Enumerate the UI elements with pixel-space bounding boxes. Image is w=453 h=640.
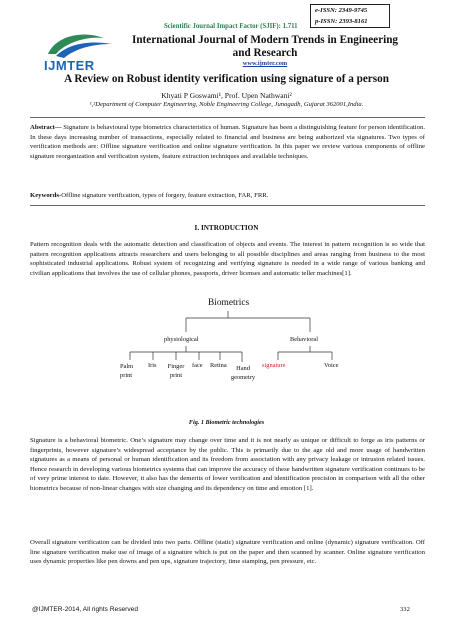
paper-affiliation: ¹,²Department of Computer Engineering, Noble Engineering College, Junagadh, Gujarat 362001,India. (89, 101, 364, 108)
abstract-label: Abstract— (30, 124, 62, 131)
logo-text: IJMTER (44, 58, 95, 73)
keywords-label: Keywords- (30, 192, 62, 199)
tree-leaf-finger-print: Finger print (167, 363, 185, 379)
journal-title (120, 34, 410, 59)
journal-url-link[interactable]: www.ijmter.com (242, 60, 288, 67)
pissn: p-ISSN: 2393-8161 (315, 18, 368, 25)
tree-leaf-voice: Voice (324, 362, 339, 369)
tree-leaf-palm-print: Palm print (120, 363, 134, 379)
tree-physiological: physiological (164, 336, 199, 343)
section-heading-introduction: I. INTRODUCTION (194, 224, 259, 232)
figure-caption: Fig. 1 Biometric technologies (188, 419, 265, 426)
abstract-divider (30, 205, 425, 206)
intro-paragraph-3: Overall signature verification can be divided into two parts. Offline (static) signature verification and online (dynamic) signature verification. Off line signature verification make use of image of a signature which is put on the paper and then scanned by scanner. Online signature verification uses dynamic properties like pen downs and pen ups, signature trajectory, time stamping, pen pressure, etc. (30, 539, 425, 566)
tree-root: Biometrics (208, 298, 250, 308)
tree-leaf-iris: Iris (148, 362, 157, 369)
journal-title-line2: and Research (232, 46, 298, 59)
intro-paragraph-2: Signature is a behavioral biometric. One’s signature may change over time and it is not nearly as unique or difficult to forge as iris patterns or fingerprints, however signature’s widespread acceptance by the public. This is primarily due to the age old and more usage of handwritten signatures as a means of personal or human identification and its freedom from association with any privacy leakage or intrusion related issues. Hence research in developing various biometrics systems that can improve the accuracy of these handwritten signature verification continues to be of very prime interest to date. However, it also has the demerits of lower verification and identification precision in comparison with all the other biometrics because of non-linear changes with size changing and its dependency on time and emotion [1]. (30, 437, 425, 492)
abstract-text: Signature is behavioural type biometrics characteristics of human. Signature has been a distinguishing feature for person identification. In these days increasing number of transactions, especially related to financial and business are being authorized via signatures. Two types of verification methods are: Offline signature verification and online signature verification. In this paper we review various components of offline signature reorganization and verification system, feature extraction techniques and available techniques. (30, 124, 425, 160)
tree-behavioral: Behavioral (290, 336, 319, 343)
paper-title: A Review on Robust identity verification using signature of a person (64, 73, 389, 85)
header-divider (30, 117, 425, 118)
page-number: 332 (400, 606, 410, 613)
intro-paragraph-1: Pattern recognition deals with the automatic detection and classification of objects and events. The interest in pattern recognition is so wide that pattern recognition applications attracts researchers and users belonging to all possible disciplines and areas ranging from business to the most sophisticated industrial applications. Robust system of recognizing and verifying signature is needed in a wide range of various banking and civilian applications that involves the use of cellular phones, passports, driver licenses and automatic teller machines[1]. (30, 241, 425, 277)
keywords (30, 191, 425, 201)
tree-leaf-face: face (192, 362, 203, 369)
keywords-text: Offline signature verification, types of forgery, feature extraction, FAR, FRR. (61, 192, 269, 199)
footer-copyright: @IJMTER-2014, All rights Reserved (32, 606, 139, 613)
journal-title-line1: International Journal of Modern Trends in Engineering (131, 34, 399, 46)
tree-connectors (100, 296, 360, 408)
sjif-line: Scientific Journal Impact Factor (SJIF): 1.711 (164, 23, 298, 30)
eissn: e-ISSN: 2349-9745 (315, 7, 368, 14)
biometrics-tree-figure (100, 296, 360, 408)
issn-box (310, 4, 390, 28)
tree-leaf-retina: Retina (210, 362, 227, 369)
tree-leaf-hand-geometry: Hand geometry (230, 365, 256, 381)
paper-authors: Khyati P Goswami¹, Prof. Upen Nathwani² (161, 91, 292, 100)
abstract (30, 123, 425, 161)
tree-leaf-signature: signature (262, 362, 286, 369)
